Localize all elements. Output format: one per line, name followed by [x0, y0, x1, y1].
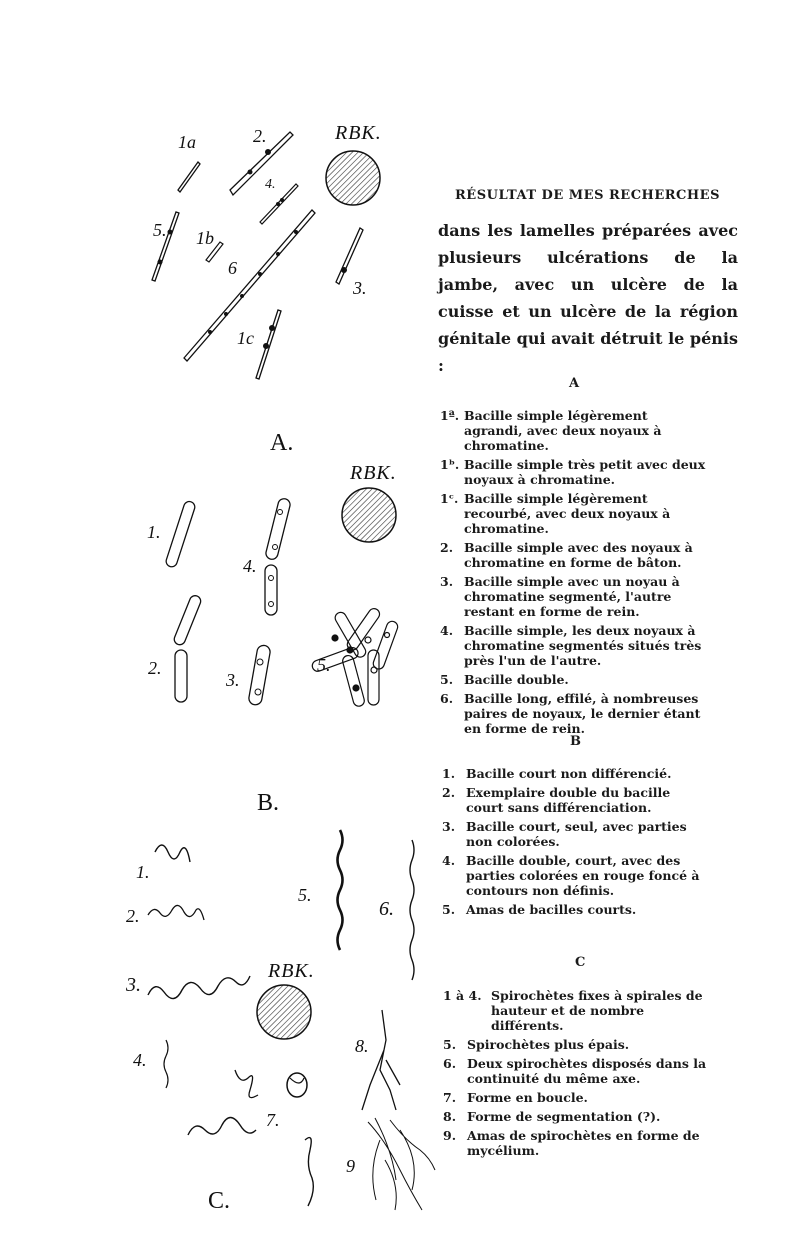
label-a-2: 2.: [253, 126, 267, 146]
bacillus-b4b: [265, 565, 277, 615]
section-letter-a: A: [569, 376, 580, 391]
rbk-label-c: RBK.: [268, 960, 315, 982]
bacillus-b2a: [173, 594, 203, 646]
spirochete-c2: [148, 905, 204, 920]
legend-item: 4. Bacille double, court, avec des parties colorées en rouge foncé à contours non définis.: [442, 853, 700, 898]
label-c-1: 1.: [136, 862, 150, 882]
bacillus-3: [336, 228, 363, 284]
legend-item: 2. Bacille simple avec des noyaux à chromatine en forme de bâton.: [440, 540, 693, 570]
legend-list-c: [443, 988, 711, 1162]
label-c-6: 6.: [379, 898, 394, 920]
legend-item: 1ᶜ. Bacille simple légèrement recourbé, avec deux noyaux à chromatine.: [440, 491, 671, 536]
label-a-1a: 1a: [178, 132, 196, 152]
figure-plate: [100, 110, 440, 1220]
label-c-8: 8.: [355, 1036, 369, 1056]
legend-item: 6. Deux spirochètes disposés dans la continuité du même axe.: [443, 1056, 707, 1086]
legend-item: 7. Forme en boucle.: [443, 1090, 588, 1105]
spirochete-c5: [338, 830, 343, 950]
legend-item: 4. Bacille simple, les deux noyaux à chromatine segmentés situés très près l'un de l'autre.: [440, 623, 702, 668]
label-a-1b: 1b: [196, 228, 214, 248]
spirochete-c8: [362, 1010, 400, 1110]
legend-list-a: [440, 408, 708, 740]
label-c-7: 7.: [266, 1110, 280, 1130]
rbk-cell-b: [342, 488, 396, 542]
label-c-2: 2.: [126, 906, 140, 926]
legend-item: 1ᵇ. Bacille simple très petit avec deux noyaux à chromatine.: [440, 457, 706, 487]
legend-item: 3. Bacille simple avec un noyau à chromatine segmenté, l'autre restant en forme de rein.: [440, 574, 680, 619]
label-a-4: 4.: [265, 177, 276, 192]
spirochete-c1: [155, 845, 190, 862]
bacillus-b4a: [265, 497, 292, 560]
legend-item: 2. Exemplaire double du bacille court sans différenciation.: [442, 785, 671, 815]
rbk-label-a: RBK.: [335, 122, 382, 144]
legend-item: 5. Amas de bacilles courts.: [442, 902, 637, 917]
label-b-4: 4.: [243, 556, 257, 576]
legend-item: 3. Bacille court, seul, avec parties non colorées.: [442, 819, 687, 849]
spirochete-c7b: [188, 1118, 256, 1136]
spirochete-c4: [164, 1040, 168, 1088]
label-c-3: 3.: [126, 974, 141, 996]
section-letter-b: B: [570, 734, 581, 749]
spirochete-c6: [410, 840, 414, 980]
legend-item: 1ª. Bacille simple légèrement agrandi, avec deux noyaux à chromatine.: [440, 408, 662, 453]
label-b-3: 3.: [226, 670, 240, 690]
panel-label-c: C.: [208, 1188, 231, 1214]
bacillus-1a: [178, 162, 200, 192]
spirochete-cluster-c9: [368, 1118, 435, 1210]
rbk-label-b: RBK.: [350, 462, 397, 484]
results-intro: dans les lamelles préparées avec plusieurs ulcérations de la jambe, avec un ulcère de la cuisse et un ulcère de la région génitale qui avait détruit le pénis :: [438, 221, 738, 375]
legend-list-b: [442, 766, 708, 921]
label-b-2: 2.: [148, 658, 162, 678]
panel-label-b: B.: [257, 790, 280, 816]
legend-item: 6. Bacille long, effilé, à nombreuses paires de noyaux, le dernier étant en forme de rein.: [440, 691, 701, 736]
spirochete-c3: [148, 976, 250, 999]
label-b-5: 5.: [317, 655, 331, 675]
label-b-1: 1.: [147, 522, 161, 542]
label-a-5: 5.: [153, 220, 167, 240]
label-c-5: 5.: [298, 885, 312, 905]
bacillus-b2b: [175, 650, 187, 702]
spirochete-c7a: [235, 1070, 258, 1098]
results-heading: RÉSULTAT DE MES RECHERCHES: [455, 188, 720, 203]
rbk-cell-c: [257, 985, 311, 1039]
legend-item: 1 à 4. Spirochètes fixes à spirales de hauteur et de nombre différents.: [443, 988, 703, 1033]
legend-item: 8. Forme de segmentation (?).: [443, 1109, 661, 1124]
rbk-cell-a: [326, 151, 380, 205]
bacillus-b1: [165, 500, 196, 568]
legend-item: 9. Amas de spirochètes en forme de mycélium.: [443, 1128, 700, 1158]
label-c-9: 9: [346, 1156, 355, 1176]
label-a-1c: 1c: [237, 328, 254, 348]
spirochete-c7c: [305, 1138, 313, 1206]
label-a-6: 6: [228, 258, 237, 278]
legend-item: 1. Bacille court non différencié.: [442, 766, 672, 781]
spirochete-c7-loop: [287, 1073, 307, 1097]
legend-item: 5. Bacille double.: [440, 672, 569, 687]
panel-label-a: A.: [270, 430, 294, 456]
legend-item: 5. Spirochètes plus épais.: [443, 1037, 630, 1052]
label-c-4: 4.: [133, 1050, 147, 1070]
bacillus-b3: [248, 644, 271, 705]
section-letter-c: C: [575, 955, 586, 970]
label-a-3: 3.: [353, 278, 367, 298]
